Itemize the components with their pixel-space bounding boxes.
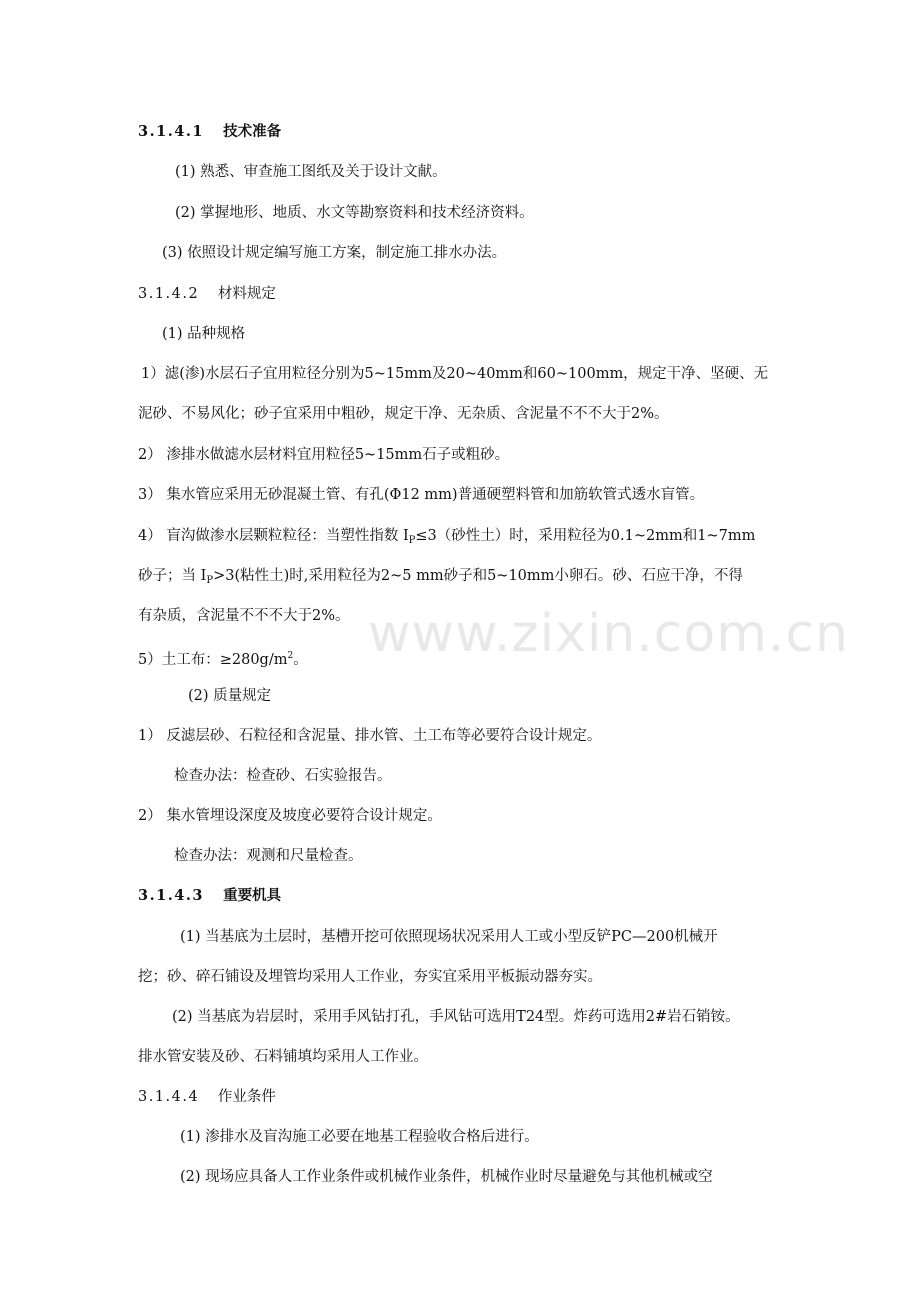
section-heading-3-1-4-3 xyxy=(138,886,281,906)
section-number: 3.1.4.3 xyxy=(138,887,205,904)
list-item: 3） 集水管应采用无砂混凝土管、有孔(Φ12 mm)普通硬塑料管和加筋软管式透水盲管。 xyxy=(138,487,705,503)
section-number: 3.1.4.1 xyxy=(138,123,205,140)
section-number: 3.1.4.2 xyxy=(138,286,200,302)
paragraph: (2) 当基底为岩层时，采用手风钻打孔，手风钻可选用T24型。炸药可选用2#岩石销铵。 xyxy=(172,1009,740,1025)
text: 4） 盲沟做渗水层颗粒粒径：当塑性指数 I xyxy=(138,528,409,544)
section-number: 3.1.4.4 xyxy=(138,1089,200,1105)
inspection-method: 检查办法：观测和尺量检查。 xyxy=(174,848,363,864)
list-item-continued xyxy=(138,566,743,591)
list-item xyxy=(138,646,308,670)
list-item: 1） 反滤层砂、石粒径和含泥量、排水管、土工布等必要符合设计规定。 xyxy=(138,728,602,744)
inspection-method: 检查办法：检查砂、石实验报告。 xyxy=(174,768,392,784)
subscript: P xyxy=(408,535,416,546)
section-heading-3-1-4-4 xyxy=(138,1087,276,1107)
paragraph-continued: 挖；砂、碎石铺设及埋管均采用人工作业，夯实宜采用平板振动器夯实。 xyxy=(138,969,602,985)
subheading: (2) 质量规定 xyxy=(188,688,272,704)
text: >3(粘性土)时,采用粒径为2~5 mm砂子和5~10mm小卵石。砂、石应干净，不得 xyxy=(213,568,743,584)
section-title: 技术准备 xyxy=(223,123,282,140)
subscript: P xyxy=(206,575,214,586)
text: 。 xyxy=(293,652,308,668)
paragraph-continued: 排水管安装及砂、石料铺填均采用人工作业。 xyxy=(138,1049,428,1065)
list-item-continued: 泥砂、不易风化；砂子宜采用中粗砂，规定干净、无杂质、含泥量不不不大于2%。 xyxy=(138,406,669,422)
superscript: 2 xyxy=(287,651,294,661)
list-item: 2） 集水管埋设深度及坡度必要符合设计规定。 xyxy=(138,808,442,824)
watermark: www.zixin.com.cn xyxy=(368,604,849,664)
paragraph: (1) 当基底为土层时，基槽开挖可依照现场状况采用人工或小型反铲PC—200机械开 xyxy=(180,929,718,945)
list-item: 2） 渗排水做滤水层材料宜用粒径5~15mm石子或粗砂。 xyxy=(138,447,510,463)
paragraph: (1) 渗排水及盲沟施工必要在地基工程验收合格后进行。 xyxy=(180,1129,539,1145)
text: 5）土工布：≥280g/m xyxy=(138,652,288,668)
paragraph: (2) 现场应具备人工作业条件或机械作业条件，机械作业时尽量避免与其他机械或空 xyxy=(180,1169,713,1185)
text: ≤3（砂性土）时，采用粒径为0.1~2mm和1~7mm xyxy=(415,528,756,544)
section-title: 重要机具 xyxy=(223,887,282,904)
subheading: (1) 品种规格 xyxy=(162,326,246,342)
list-item: 1）滤(渗)水层石子宜用粒径分别为5~15mm及20~40mm和60~100mm，规定干净、坚硬、无 xyxy=(141,366,769,382)
list-item xyxy=(138,526,755,551)
list-item-continued: 有杂质，含泥量不不不大于2%。 xyxy=(138,608,350,624)
section-heading-3-1-4-2 xyxy=(138,284,276,304)
paragraph: (3) 依照设计规定编写施工方案，制定施工排水办法。 xyxy=(162,245,507,261)
text: 砂子；当 I xyxy=(138,568,207,584)
section-heading-3-1-4-1 xyxy=(138,122,281,142)
paragraph: (1) 熟悉、审查施工图纸及关于设计文献。 xyxy=(175,164,447,180)
paragraph: (2) 掌握地形、地质、水文等勘察资料和技术经济资料。 xyxy=(175,205,534,221)
section-title: 材料规定 xyxy=(217,286,276,302)
section-title: 作业条件 xyxy=(217,1089,276,1105)
